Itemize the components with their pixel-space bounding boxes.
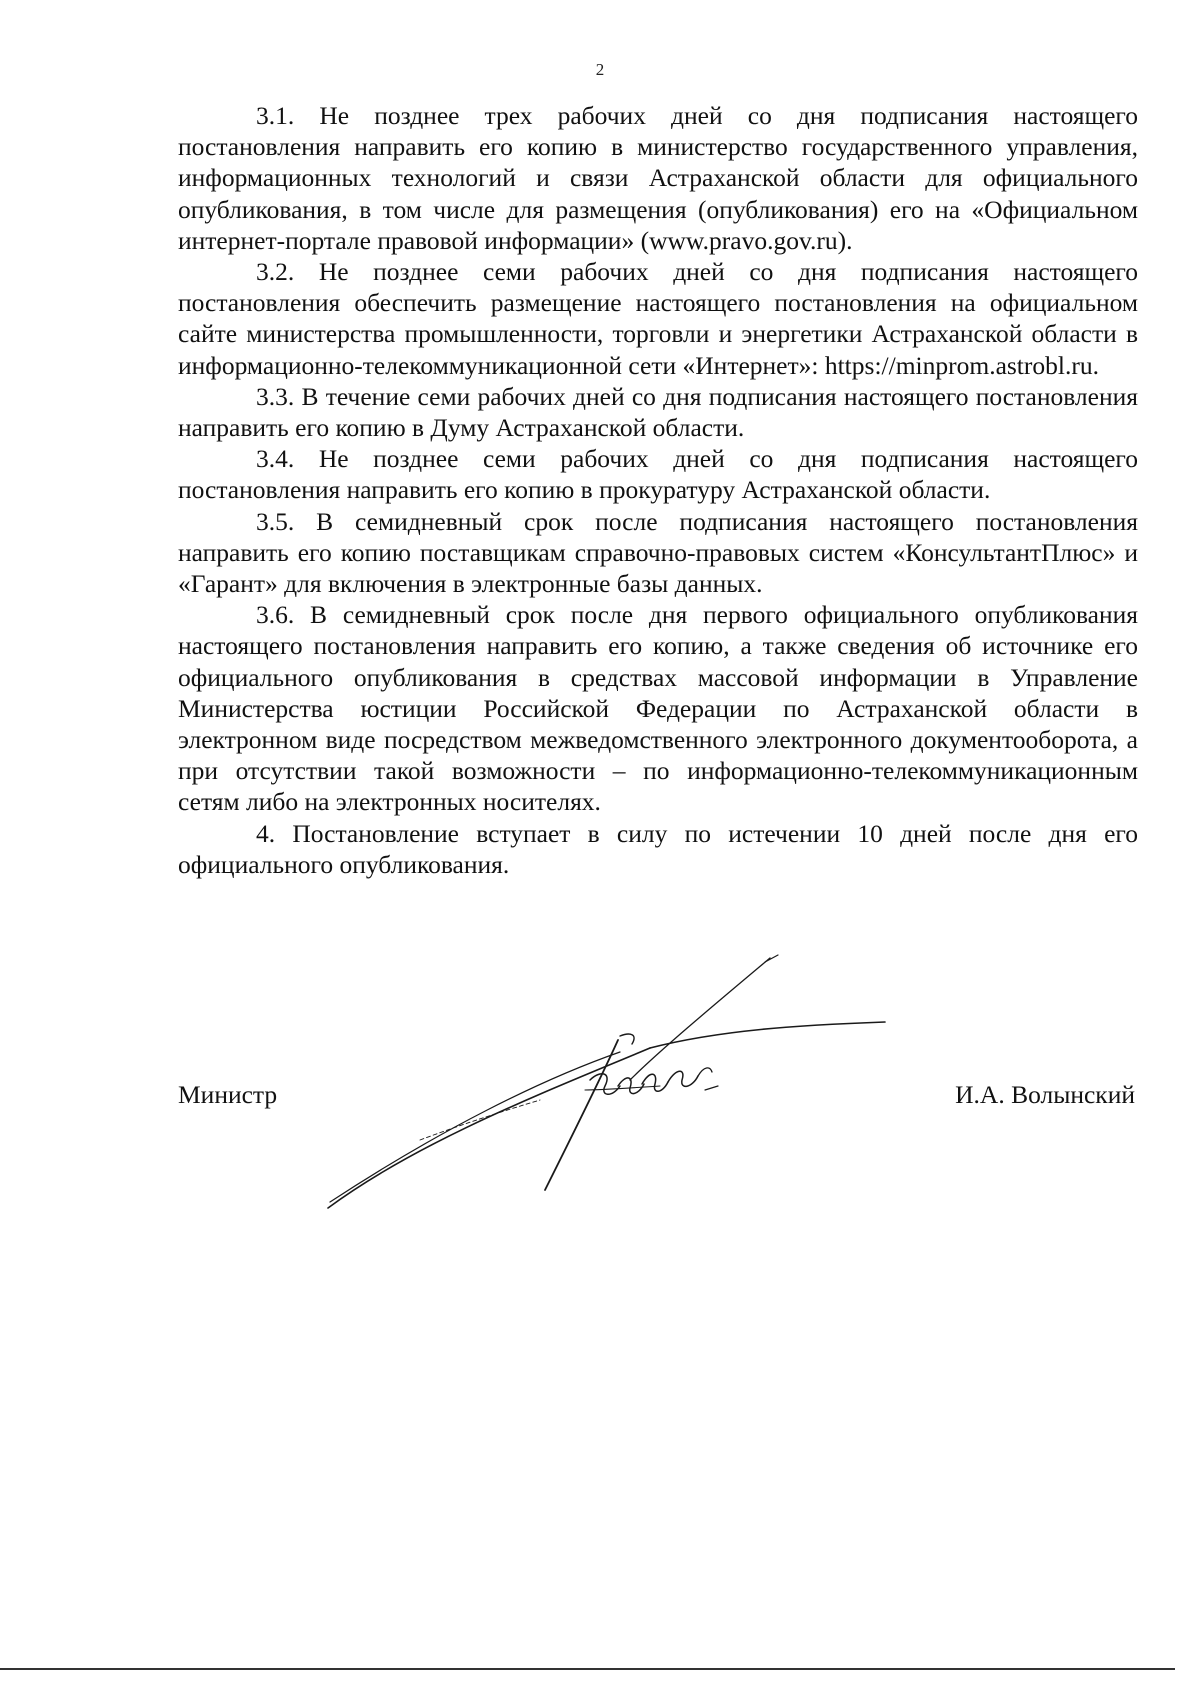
paragraph-3-3: 3.3. В течение семи рабочих дней со дня подписания настоящего постановления направить его копию в Думу Астраханской области. [178,381,1138,443]
paragraph-4: 4. Постановление вступает в силу по истечении 10 дней после дня его официального опубликования. [178,818,1138,879]
page-number: 2 [595,60,605,79]
document-body [178,100,1138,880]
signatory-title: Министр [178,1080,278,1109]
paragraph-3-5: 3.5. В семидневный срок после подписания настоящего постановления направить его копию поставщикам справочно-правовых систем «КонсультантПлюс» и «Гарант» для включения в электронные базы данных. [178,506,1138,599]
paragraph-3-6: 3.6. В семидневный срок после дня первого официального опубликования настоящего постановления направить его копию, а также сведения об источнике его официального опубликования в средствах массовой информации в Управление Министерства юстиции Российской Федерации по Астраханской области в электронном виде посредством межведомственного электронного документооборота, а при отсутствии такой возможности – по информационно-телекоммуникационным сетям либо на электронных носителях. [178,600,1138,817]
paragraph-3-2: 3.2. Не позднее семи рабочих дней со дня подписания настоящего постановления обеспечить размещение настоящего постановления на официальном сайте министерства промышленности, торговли и энергетики Астраханской области в информационно-телекоммуникационной сети «Интернет»: https://minprom.astrobl.ru. [178,257,1138,380]
handwritten-signature [300,940,900,1230]
signatory-name: И.А. Волынский [955,1080,1135,1109]
paragraph-3-1: 3.1. Не позднее трех рабочих дней со дня подписания настоящего постановления направить его копию в министерство государственного управления, информационных технологий и связи Астраханской области для официального опубликования, в том числе для размещения (опубликования) его на «Официальном интернет-портале правовой информации» (www.pravo.gov.ru). [178,101,1138,255]
paragraph-3-4: 3.4. Не позднее семи рабочих дней со дня подписания настоящего постановления направить его копию в прокуратуру Астраханской области. [178,444,1138,505]
bottom-divider [0,1668,1175,1670]
